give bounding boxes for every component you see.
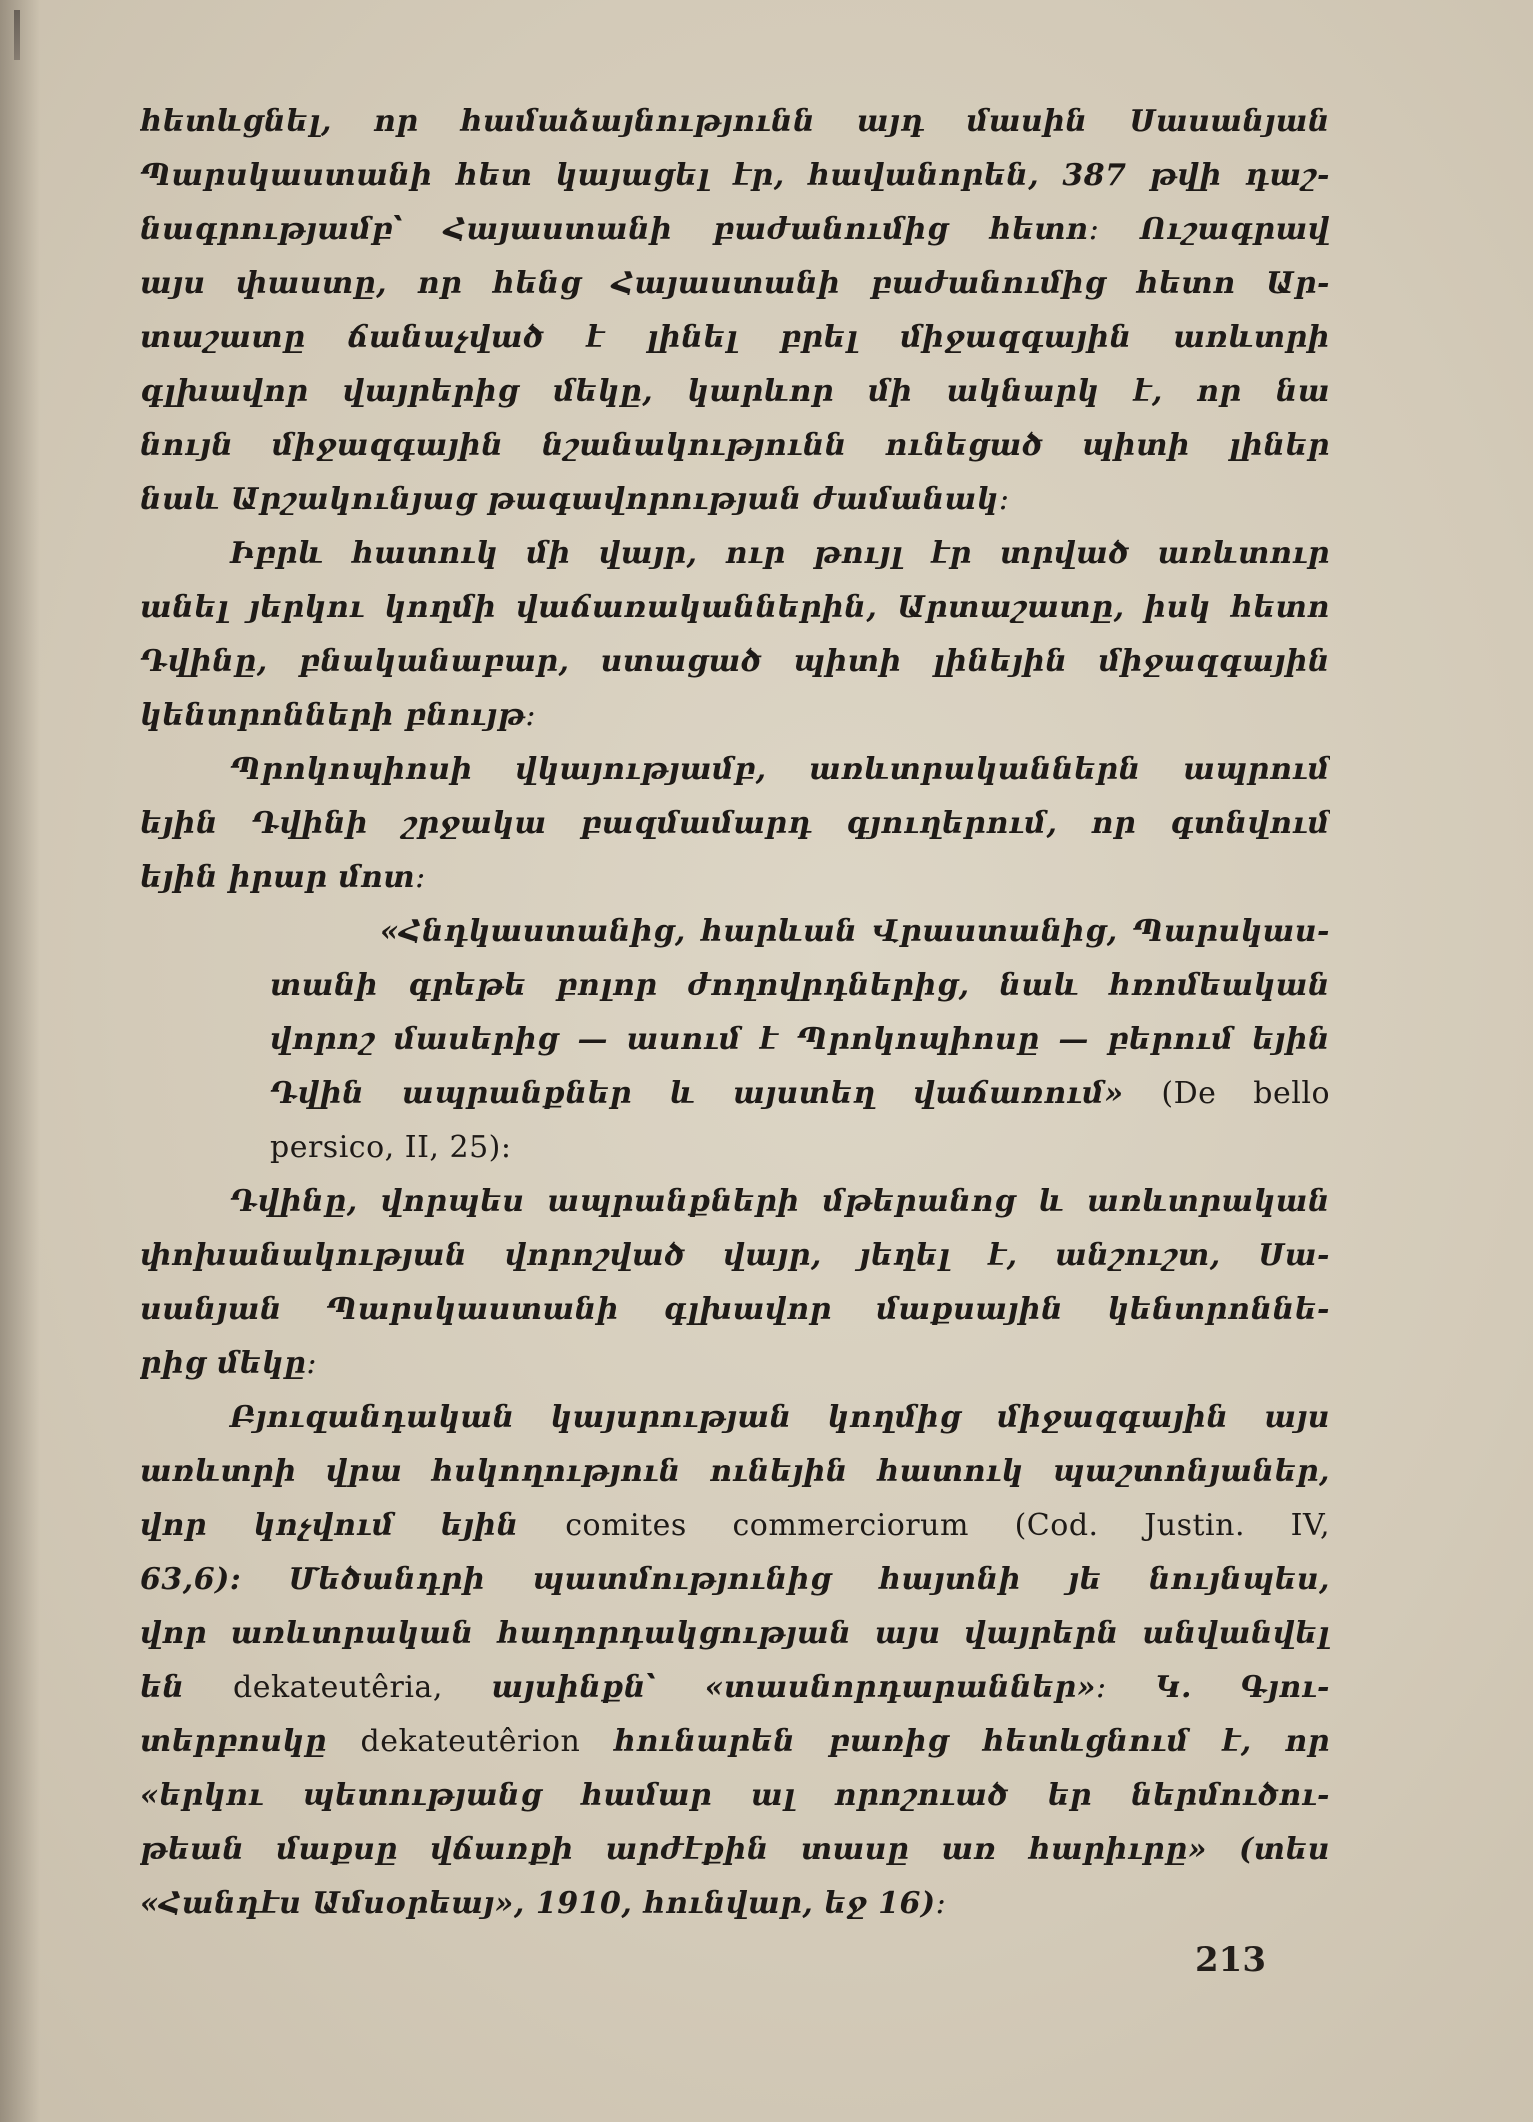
text-line: տաշատը ճանաչված է լինել բրել միջազգային առևտրի xyxy=(140,320,1330,355)
binding-mark xyxy=(14,10,20,60)
text-line: նույն միջազգային նշանակությունն ունեցած պիտի լիներ xyxy=(140,428,1330,463)
text-line: առևտրի վրա հսկողություն ունեյին հատուկ պաշտոնյաներ, xyxy=(140,1454,1330,1489)
body-text xyxy=(140,95,1330,1931)
text-line: Պարսկաստանի հետ կայացել էր, հավանորեն, 387 թվի դաշ- xyxy=(140,158,1330,193)
greek-term: dekateutêrion xyxy=(360,1724,581,1759)
text-span: հունարեն բառից հետևցնում է, որ xyxy=(613,1724,1330,1759)
text-line xyxy=(140,1661,1330,1715)
text-line: Դվինը, բնականաբար, ստացած պիտի լինեյին միջազգային xyxy=(140,644,1330,679)
text-line: թեան մաքսը վճառքի արժէքին տասը առ հարիւրը» (տես xyxy=(140,1832,1330,1867)
text-line: այս փաստը, որ հենց Հայաստանի բաժանումից հետո Ար- xyxy=(140,266,1330,301)
text-line: նաև Արշակունյաց թագավորության ժամանակ։ xyxy=(140,482,1010,517)
text-line: եյին իրար մոտ։ xyxy=(140,860,426,895)
text-line xyxy=(140,1715,1330,1769)
text-line: վոր առևտրական հաղորդակցության այս վայրերն անվանվել xyxy=(140,1616,1330,1651)
page-number: 213 xyxy=(1195,1940,1266,1980)
latin-term: comites commerciorum (Cod. Justin. IV, xyxy=(565,1508,1330,1543)
text-line xyxy=(140,1499,1330,1553)
paragraph-start: Բյուզանդական կայսրության կողմից միջազգային այս xyxy=(230,1400,1330,1435)
text-span: վոր կոչվում եյին xyxy=(140,1508,519,1543)
text-line: գլխավոր վայրերից մեկը, կարևոր մի ակնարկ է, որ նա xyxy=(140,374,1330,409)
quote-line: «Հնդկաստանից, հարևան Վրաստանից, Պարսկաս- xyxy=(380,914,1330,949)
paragraph-start: Իբրև հատուկ մի վայր, ուր թույլ էր տրված առևտուր xyxy=(230,536,1330,571)
quote-line: տանի գրեթե բոլոր ժողովրդներից, նաև հռոմեական xyxy=(270,968,1330,1003)
text-line: րից մեկը։ xyxy=(140,1346,318,1381)
text-span: այսինքն՝ «տասնորդարաններ»։ Կ. Գյու- xyxy=(491,1670,1330,1705)
text-line: անել յերկու կողմի վաճառականներին, Արտաշատը, իսկ հետո xyxy=(140,590,1330,625)
text-line: նագրությամբ՝ Հայաստանի բաժանումից հետո։ Ուշագրավ xyxy=(140,212,1330,247)
text-line: կենտրոնների բնույթ։ xyxy=(140,698,537,733)
paragraph-start: Դվինը, վորպես ապրանքների մթերանոց և առևտրական xyxy=(230,1184,1330,1219)
text-line: փոխանակության վորոշված վայր, յեղել է, անշուշտ, Սա- xyxy=(140,1238,1330,1273)
text-line: հետևցնել, որ համաձայնությունն այդ մասին Սասանյան xyxy=(140,104,1330,139)
binding-gutter-shadow xyxy=(0,0,40,2122)
quote-line xyxy=(140,1067,1330,1121)
quote-line: վորոշ մասերից — ասում է Պրոկոպիոսը — բերում եյին xyxy=(270,1022,1330,1057)
text-line: «երկու պետությանց համար ալ որոշուած եր ներմուծու- xyxy=(140,1778,1330,1813)
greek-term: dekateutêria, xyxy=(233,1670,443,1705)
text-line: սանյան Պարսկաստանի գլխավոր մաքսային կենտրոննե- xyxy=(140,1292,1330,1327)
text-span: տերբոսկը xyxy=(140,1724,328,1759)
quote-text: Դվին ապրանքներ և այստեղ վաճառում» xyxy=(270,1076,1124,1111)
text-line: «Հանդէս Ամսօրեայ», 1910, հունվար, եջ 16)։ xyxy=(140,1886,947,1921)
latin-citation: (De bello xyxy=(1161,1076,1330,1111)
quote-line: persico, II, 25): xyxy=(270,1130,512,1165)
text-line: եյին Դվինի շրջակա բազմամարդ գյուղերում, որ գտնվում xyxy=(140,806,1330,841)
text-span: են xyxy=(140,1670,185,1705)
text-line: 63,6): Մեծանդրի պատմությունից հայտնի յե նույնպես, xyxy=(140,1562,1330,1597)
paragraph-start: Պրոկոպիոսի վկայությամբ, առևտրականներն ապրում xyxy=(230,752,1330,787)
